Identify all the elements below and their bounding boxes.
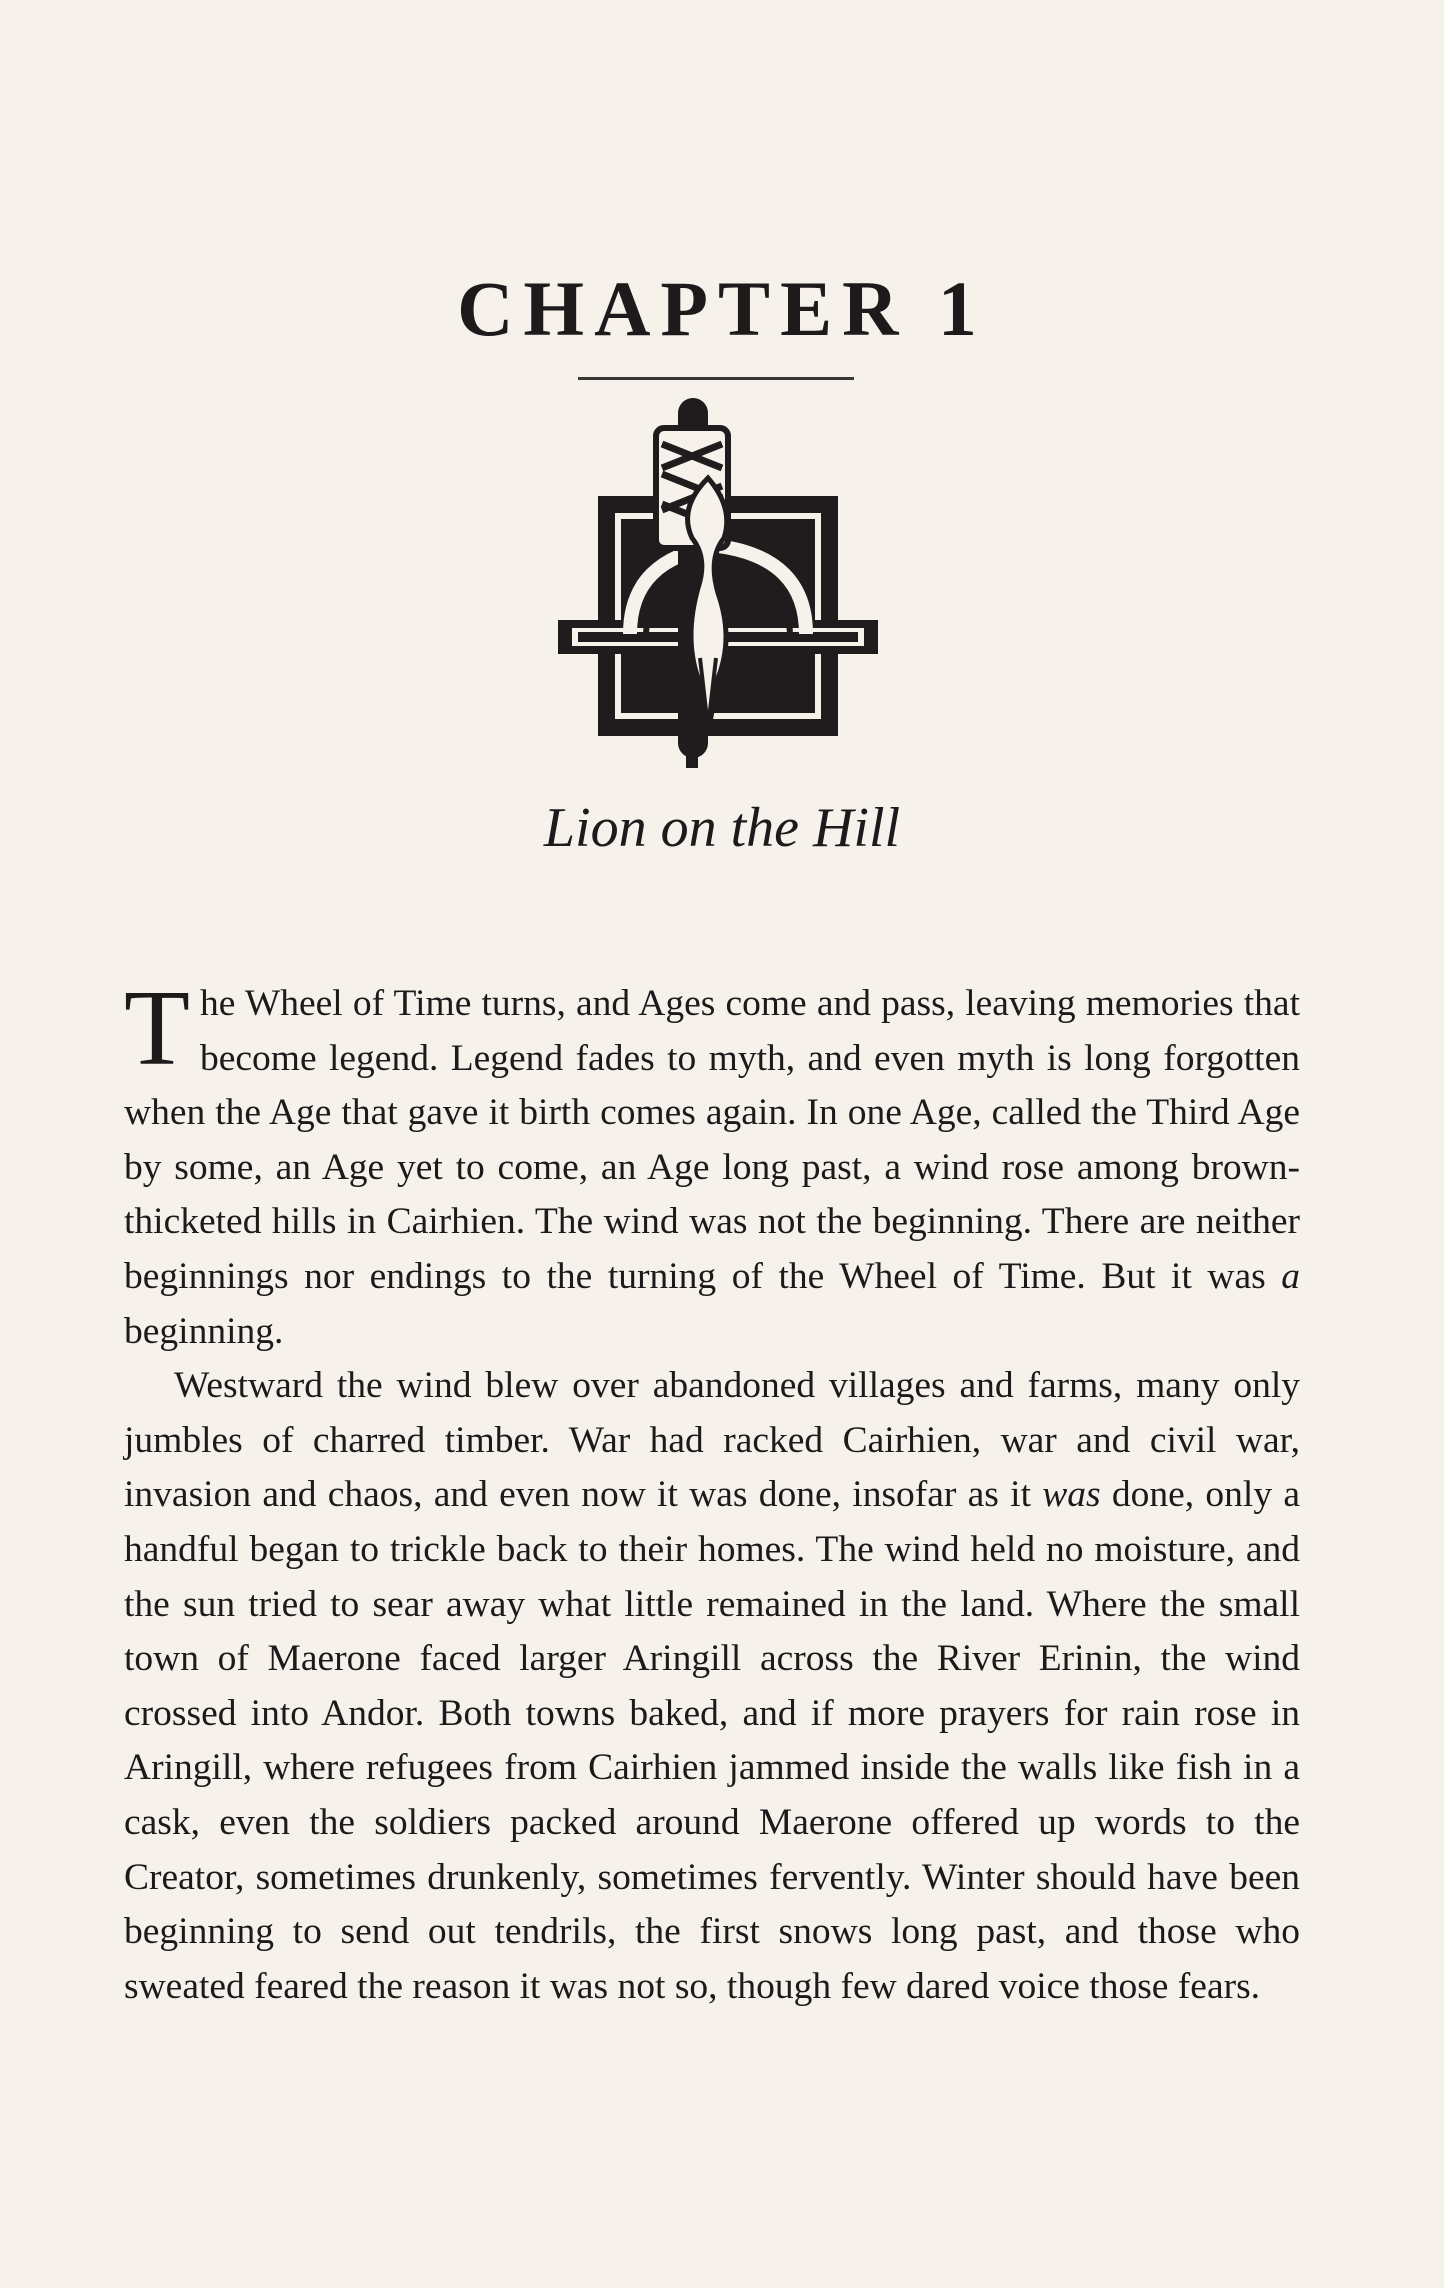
chapter-heading-underline bbox=[578, 377, 854, 380]
chapter-title: Lion on the Hill bbox=[543, 797, 901, 859]
banner-emblem-icon bbox=[558, 388, 878, 768]
paragraph-1-text: he Wheel of Time turns, and Ages come and pass, leaving memories that become legend. Legend fades to myth, and even myth is long forgotten when the Age that gave it birth comes again. In one Age, called the Third Age by some, an Age yet to come, an Age long past, a wind rose among brown-thicketed hills in Cairhien. The wind was not the beginning. There are neither beginnings nor endings to the turning of the Wheel of Time. But it was bbox=[124, 983, 1300, 1297]
paragraph-1-emphasis: a bbox=[1281, 1255, 1300, 1297]
paragraph-1-text-end: beginning. bbox=[124, 1310, 284, 1352]
chapter-body bbox=[124, 969, 1300, 2014]
paragraph-2-text-end: done, only a handful began to trickle back to their homes. The wind held no moisture, and the sun tried to sear away what little remained in the land. Where the small town of Maerone faced larger Aringill across the River Erinin, the wind crossed into Andor. Both towns baked, and if more prayers for rain rose in Aringill, where refugees from Cairhien jammed inside the walls like fish in a cask, even the soldiers packed around Maerone offered up words to the Creator, sometimes drunkenly, sometimes fervently. Winter should have been beginning to send out tendrils, the first snows long past, and those who sweated feared the reason it was not so, though few dared voice those fears. bbox=[124, 1474, 1300, 2007]
chapter-heading: CHAPTER 1 bbox=[457, 265, 987, 352]
drop-cap: T bbox=[124, 969, 190, 1088]
paragraph-2 bbox=[124, 1359, 1300, 2014]
paragraph-1 bbox=[124, 969, 1300, 1359]
paragraph-2-text: Westward the wind blew over abandoned villages and farms, many only jumbles of charred timber. War had racked Cairhien, war and civil war, invasion and chaos, and even now it was done, insofar as it bbox=[124, 1365, 1300, 1516]
paragraph-2-emphasis: was bbox=[1042, 1474, 1101, 1516]
